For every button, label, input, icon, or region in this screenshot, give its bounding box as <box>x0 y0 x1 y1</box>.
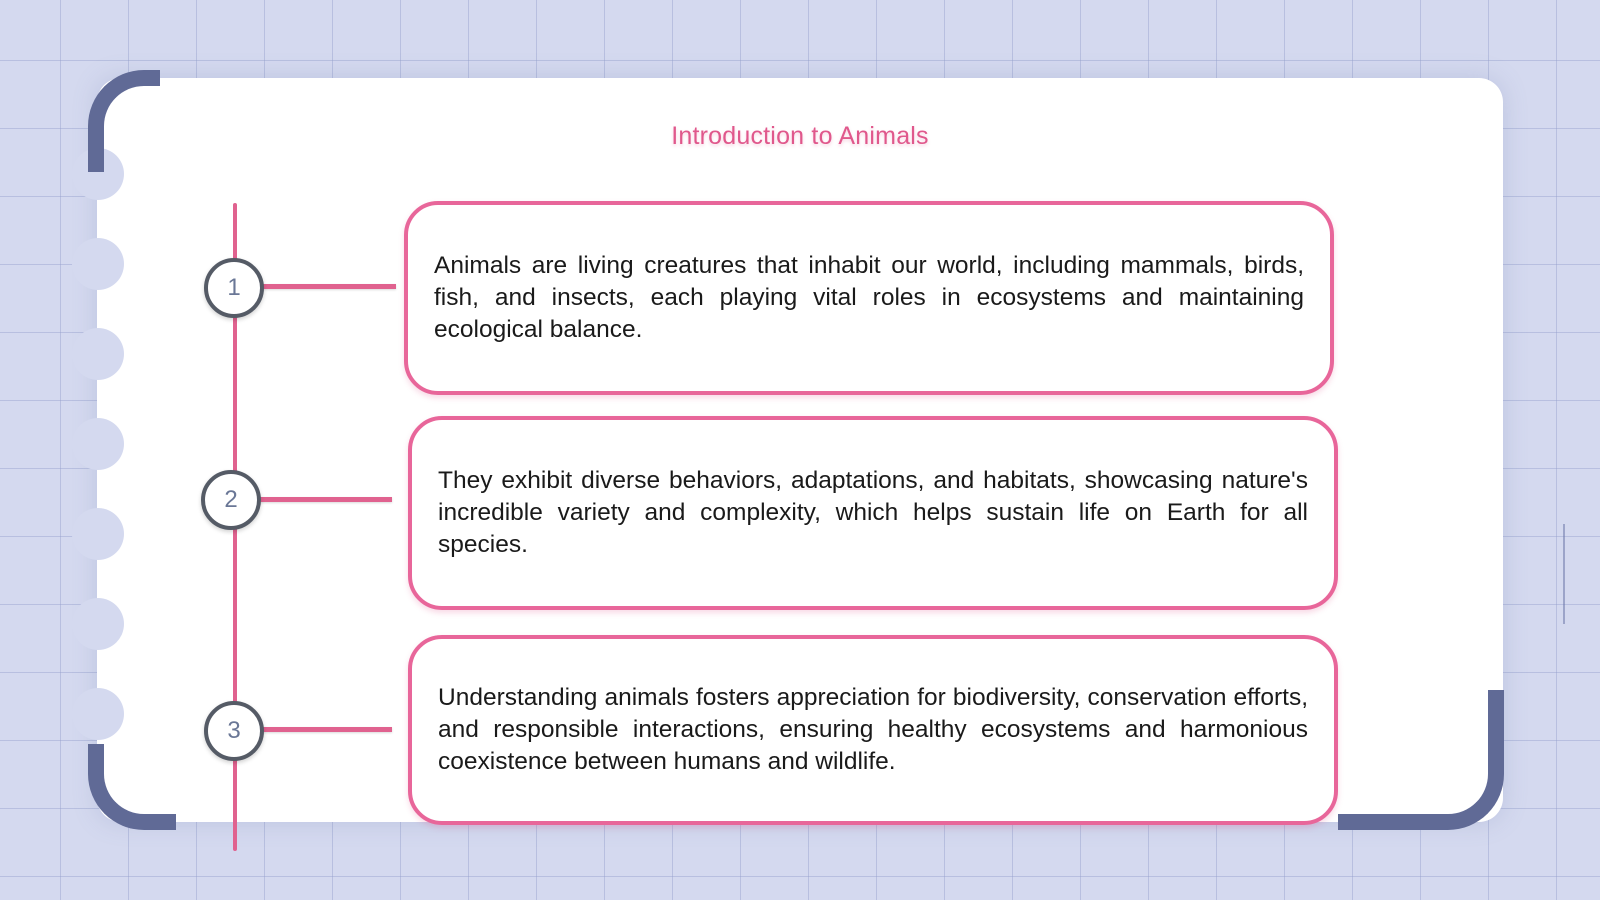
step-text: Animals are living creatures that inhabit our world, including mammals, birds, fish, and insects, each playing vital roles in ecosystems and maintaining ecological balance. <box>434 252 1304 343</box>
step-marker-2 <box>201 470 261 530</box>
decorative-line <box>1563 524 1565 624</box>
timeline-connector <box>262 284 396 289</box>
paper-scallop <box>72 508 124 560</box>
step-text: Understanding animals fosters appreciation for biodiversity, conservation efforts, and responsible interactions, ensuring healthy ecosystems and harmonious coexistence between humans and wildlife. <box>438 684 1308 775</box>
step-marker-3 <box>204 701 264 761</box>
frame-corner-top-left <box>88 70 160 172</box>
paper-scallop <box>72 238 124 290</box>
step-text: They exhibit diverse behaviors, adaptations, and habitats, showcasing nature's incredible variety and complexity, which helps sustain life on Earth for all species. <box>438 467 1308 558</box>
step-card-3 <box>408 635 1338 825</box>
slide-title: Introduction to Animals <box>671 122 929 150</box>
frame-corner-bottom-right <box>1338 690 1504 830</box>
timeline-connector <box>262 727 392 732</box>
paper-scallop <box>72 688 124 740</box>
paper-scallop <box>72 418 124 470</box>
step-number: 2 <box>224 486 238 513</box>
step-number: 1 <box>227 274 241 301</box>
step-marker-1 <box>204 258 264 318</box>
step-number: 3 <box>227 717 241 744</box>
frame-corner-bottom-left <box>88 744 176 830</box>
timeline-connector <box>258 497 392 502</box>
paper-scallop <box>72 598 124 650</box>
step-card-2 <box>408 416 1338 610</box>
paper-scallop <box>72 328 124 380</box>
step-card-1 <box>404 201 1334 395</box>
